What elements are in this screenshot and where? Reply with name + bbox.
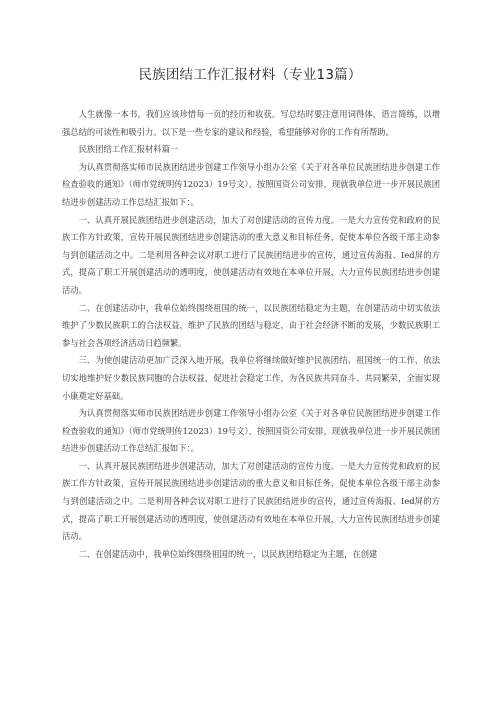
section-heading: 民族团结工作汇报材料篇一 [78, 144, 179, 155]
intro-paragraph: 人生就像一本书，我们应该珍惜每一页的经历和收获。写总结时要注意用词得体，语言简练，以增强总结的可读性和吸引力。以下是一些专家的建议和经验，希望能够对你的工作有所帮助。 [62, 109, 440, 137]
body-paragraph: 二、在创建活动中，我单位始终围绕祖国的统一，以民族团结稳定为主题，在创建 [78, 548, 378, 559]
body-paragraph: 一、认真开展民族团结进步创建活动，加大了对创建活动的宣传力度。一是大力宣传党和政府的民族工作方针政策，宣传开展民族团结进步创建活动的重大意义和目标任务，促使本单位各级干部主动参与到创建活动之中。二是利用各种会议对职工进行了民族团结进步的宣传，通过宣传海报、Ied屏的方式，提高了职工开展创建活动的透明度，使创建活动有效地在本单位开展，大力宣传民族团结进步创建活动。 [62, 460, 440, 542]
body-paragraph: 一、认真开展民族团结进步创建活动，加大了对创建活动的宣传力度。一是大力宣传党和政府的民族工作方针政策，宣传开展民族团结进步创建活动的重大意义和目标任务，促使本单位各级干部主动参与到创建活动之中。二是利用各种会议对职工进行了民族团结进步的宣传，通过宣传海报、Ied屏的方式，提高了职工开展创建活动的透明度，使创建活动有效地在本单位开展，大力宣传民族团结进步创建活动。 [62, 214, 440, 295]
body-paragraph: 为认真贯彻落实师市民族团结进步创建工作领导小组办公室《关于对各单位民族团结进步创建工作检查验收的通知》（师市党统明传12023）19号文），按照国资公司安排，现就我单位进一步开展民族团结进步创建活动工作总结汇报如下：。 [62, 408, 440, 454]
body-paragraph: 二、在创建活动中，我单位始终围绕祖国的统一，以民族团结稳定为主题，在创建活动中切实依法维护了少数民族职工的合法权益，维护了民族的团结与稳定，由于社会经济不断的发展，少数民族职工参与社会各项经济活动日趋频繁。 [62, 302, 440, 348]
body-paragraph: 为认真贯彻落实师市民族团结进步创建工作领导小组办公室《关于对各单位民族团结进步创建工作检查验收的通知》（师市党统明传12023）19号文），按照国资公司安排，现就我单位进一步开展民族团结进步创建活动工作总结汇报如下：。 [62, 161, 440, 207]
document-title: 民族团结工作汇报材料（专业13篇） [138, 67, 362, 83]
body-paragraph: 三、为使创建活动更加广泛深入地开展，我单位将继续做好维护民族团结、祖国统一的工作，依法切实地维护好少数民族同胞的合法权益，促进社会稳定工作，为各民族共同奋斗、共同繁荣，全面实现小康奠定好基础。 [62, 355, 440, 401]
document-body [62, 106, 440, 563]
